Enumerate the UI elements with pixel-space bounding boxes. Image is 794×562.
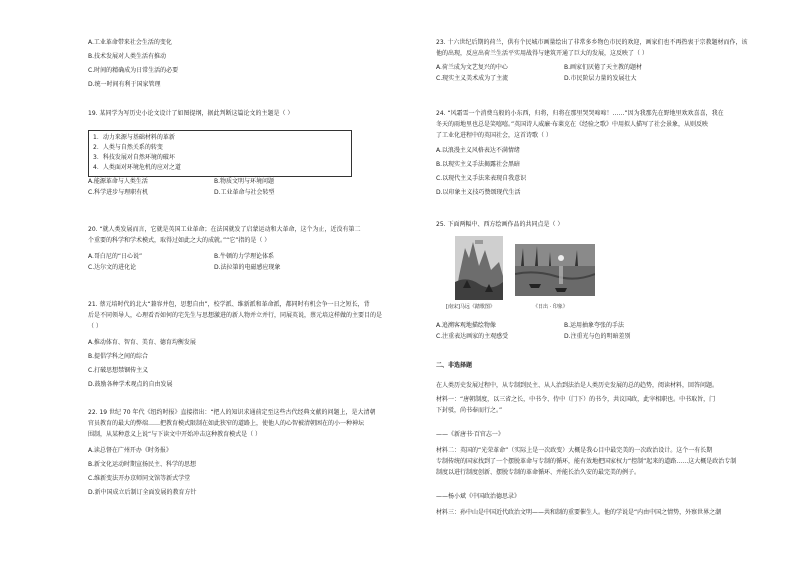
- q22-stem-line: 官员教育的最大的弊端……把教育模式限制在如此狭窄的道路上，使他人的心智被清朝困在的小一种神坛: [88, 420, 365, 427]
- material-2-line: 材料二：英国的“光荣革命”（实际上是一次政变）大概是我心目中最完美的一次政治设计。这个一有长期: [436, 447, 713, 454]
- q19-outline-box: [88, 130, 352, 177]
- material-3-line: 材料三：孙中山是中国近代政治文明——共和制的重要催生人。他的学说是“内由中国之情势，外察世界之潮: [436, 509, 722, 516]
- q18-option-a: A.工业革命带来社会生活的变化: [88, 39, 172, 46]
- q23-option-b: B.画家们厌倦了天主教的题材: [564, 64, 643, 71]
- q20-option-c: C.达尔文的进化论: [88, 264, 137, 271]
- q19-option-d: D.工业革命与社会转型: [214, 189, 275, 196]
- q19-outline-item: 1．动力来源与基础材料的革新: [93, 134, 175, 141]
- material-2-line: 制度以进行制度创新、摆脱专制的革命循环、并能长治久安的最完美的例子。: [436, 469, 641, 476]
- q21-stem-line: （ ）: [88, 323, 102, 330]
- q20-stem-line: 个重要的科学和学术模式，取得过如此之大的成就。”“它”指的是（ ）: [88, 237, 271, 244]
- q22-option-b: B.新文化运动时期宣扬民主、科学的思想: [88, 461, 197, 468]
- q25-option-d: D.注重光与色的明暗差别: [564, 333, 631, 340]
- q24-stem-line: 冬天的雨地里也总是笑嘻嘻。”英国诗人威廉·布莱克在《经验之歌》中用拟人描写了社会景象，从则反映: [436, 121, 709, 128]
- q25-option-a: A.追溯客观地描绘物像: [436, 322, 496, 329]
- q24-stem-line: 24. “风霜雪一个消费乌般的小东西，归将，归将在那里哭哭啼啼！……”因为我那先在野地里欢欢喜喜，我在: [436, 110, 724, 117]
- q23-option-c: C.现实主义美术成为了主流: [436, 75, 509, 82]
- q19-outline-item: 3．科技发展对自然环境的破坏: [93, 154, 175, 161]
- landscape-painting-icon: [455, 236, 503, 300]
- q22-option-d: D.新中国成立后制订全面发展的教育方针: [88, 489, 197, 496]
- q21-option-c: C.打破思想禁锢传主义: [88, 367, 149, 374]
- q22-stem-line: 围制，从某种意义上说“与下读文中开始冲击这种教育模式是（ ）: [88, 431, 262, 438]
- q21-stem-line: 后是不同领导人，心理看否如何的宅先生与思想激进的新人物并立并行，同展英说，蔡元培这样做的主要目的是: [88, 312, 383, 319]
- caption-painting-1: [南宋]马远《踏歌图》: [446, 304, 495, 310]
- q24-stem-line: 了工业化进程中的英国社会，这首诗歌（ ）: [436, 132, 552, 139]
- material-2-line: 专制传统的国家找到了一个摆脱革命与专制的循环，能有效地把国家权力“控制”起来的道路……这大概是政治专制: [436, 458, 737, 465]
- q19-option-a: A.能源革命与人类生活: [88, 178, 148, 185]
- q19-stem: 19. 某同学为写历史小论文设计了如图提纲，据此判断这篇论文的主题是（ ）: [88, 110, 294, 117]
- q22-stem-line: 22. 19 世纪 70 年代《纽约时报》直接指出：“把人的知识求通前定至这些古代经典文献的问题上，是大清朝: [88, 409, 376, 416]
- q21-option-d: D.鼓励各种学术观点的自由发展: [88, 381, 173, 388]
- q23-option-d: D.市民阶层力量的发展壮大: [564, 75, 637, 82]
- material-1-source: ——《新唐书·百官志一》: [436, 431, 504, 438]
- section-intro: 在人类历史发展过程中，从专制到民主、从人治到法治是人类历史发展的总的趋势，阅读材料，回答问题。: [436, 382, 719, 389]
- q25-stem: 25. 下面两幅中、西方绘画作品的共同点是（ ）: [436, 221, 564, 228]
- q23-stem-line: 23. 十六世纪后期的荷兰，供有个民城市画量绘出了非常多乡物色市民的欢迎，画家们也不再热衷于宗教题材而作，该: [436, 39, 748, 46]
- painting-tage-tu: [455, 236, 503, 300]
- material-1-line: 材料一：“唐朝制度，以三省之长，中书令、侍中（门下）的书令，共议国政，此宰相职也。中书取旨，门: [436, 396, 716, 403]
- q18-option-b: B.技术发展对人类生活有推动: [88, 53, 167, 60]
- q24-option-b: B.以现实主义手法揭露社会黑暗: [436, 161, 521, 168]
- q24-option-d: D.以印象主义技巧赞颂现代生活: [436, 189, 521, 196]
- q19-outline-item: 4．人类面对环境危机的应对之道: [93, 164, 181, 171]
- q18-option-c: C.时间的精确成为日常生活的必要: [88, 67, 179, 74]
- harbor-painting-icon: [515, 244, 595, 296]
- q20-option-b: B.牛顿的力学理论体系: [214, 253, 275, 260]
- q25-option-b: B.运用抽象夸张的手法: [564, 322, 625, 329]
- q23-option-a: A.荷兰成为文艺复兴的中心: [436, 64, 508, 71]
- q22-option-a: A.读总督在广州开办《时务报》: [88, 447, 172, 454]
- material-2-source: ——杨小斌《中国政治德思录》: [436, 493, 521, 500]
- q20-option-a: A.哥白尼的“日心说”: [88, 253, 143, 260]
- q24-option-a: A.以浪漫主义风格表达不满情绪: [436, 147, 520, 154]
- q21-stem-line: 21. 蔡元培时代的北大“兼容并包，思想自由”，校学派、维新派和革命派，都同时有机会争一日之短长，背: [88, 301, 370, 308]
- q21-option-a: A.推动体育、智育、美育、德育均衡发展: [88, 339, 196, 346]
- q24-option-c: C.以现代主义手法来表现自我意识: [436, 175, 527, 182]
- q19-option-b: B.物质文明与环境问题: [214, 178, 275, 185]
- section-title: 二、非选择题: [436, 362, 473, 369]
- material-1-line: 下封驳，尚书奉而行之。”: [436, 407, 503, 414]
- caption-painting-2: 《日出 · 印象》: [533, 304, 568, 310]
- q20-stem-line: 20. “就人类发展而言，它就是英国工业革命；在法国就发了启蒙运动和大革命，这个为止，近没有第二: [88, 226, 361, 233]
- q25-option-c: C.注重表达画家的主观感受: [436, 333, 509, 340]
- q22-option-c: C.维新变法开办京师同文馆等新式学堂: [88, 475, 191, 482]
- q20-option-d: D.法拉第的电磁感应现象: [214, 264, 281, 271]
- painting-impression-sunrise: [515, 244, 595, 296]
- q19-outline-item: 2．人类与自然关系的转变: [93, 144, 163, 151]
- q21-option-b: B.提倡学科之间的综合: [88, 353, 149, 360]
- q18-option-d: D.统一时间有利于国家管理: [88, 81, 161, 88]
- q23-stem-line: 他的出现，反应出荷兰生活平实用战得与建筑开通了巨大的发展，这反映了（ ）: [436, 50, 648, 57]
- q19-option-c: C.科学进步与理职有机: [88, 189, 149, 196]
